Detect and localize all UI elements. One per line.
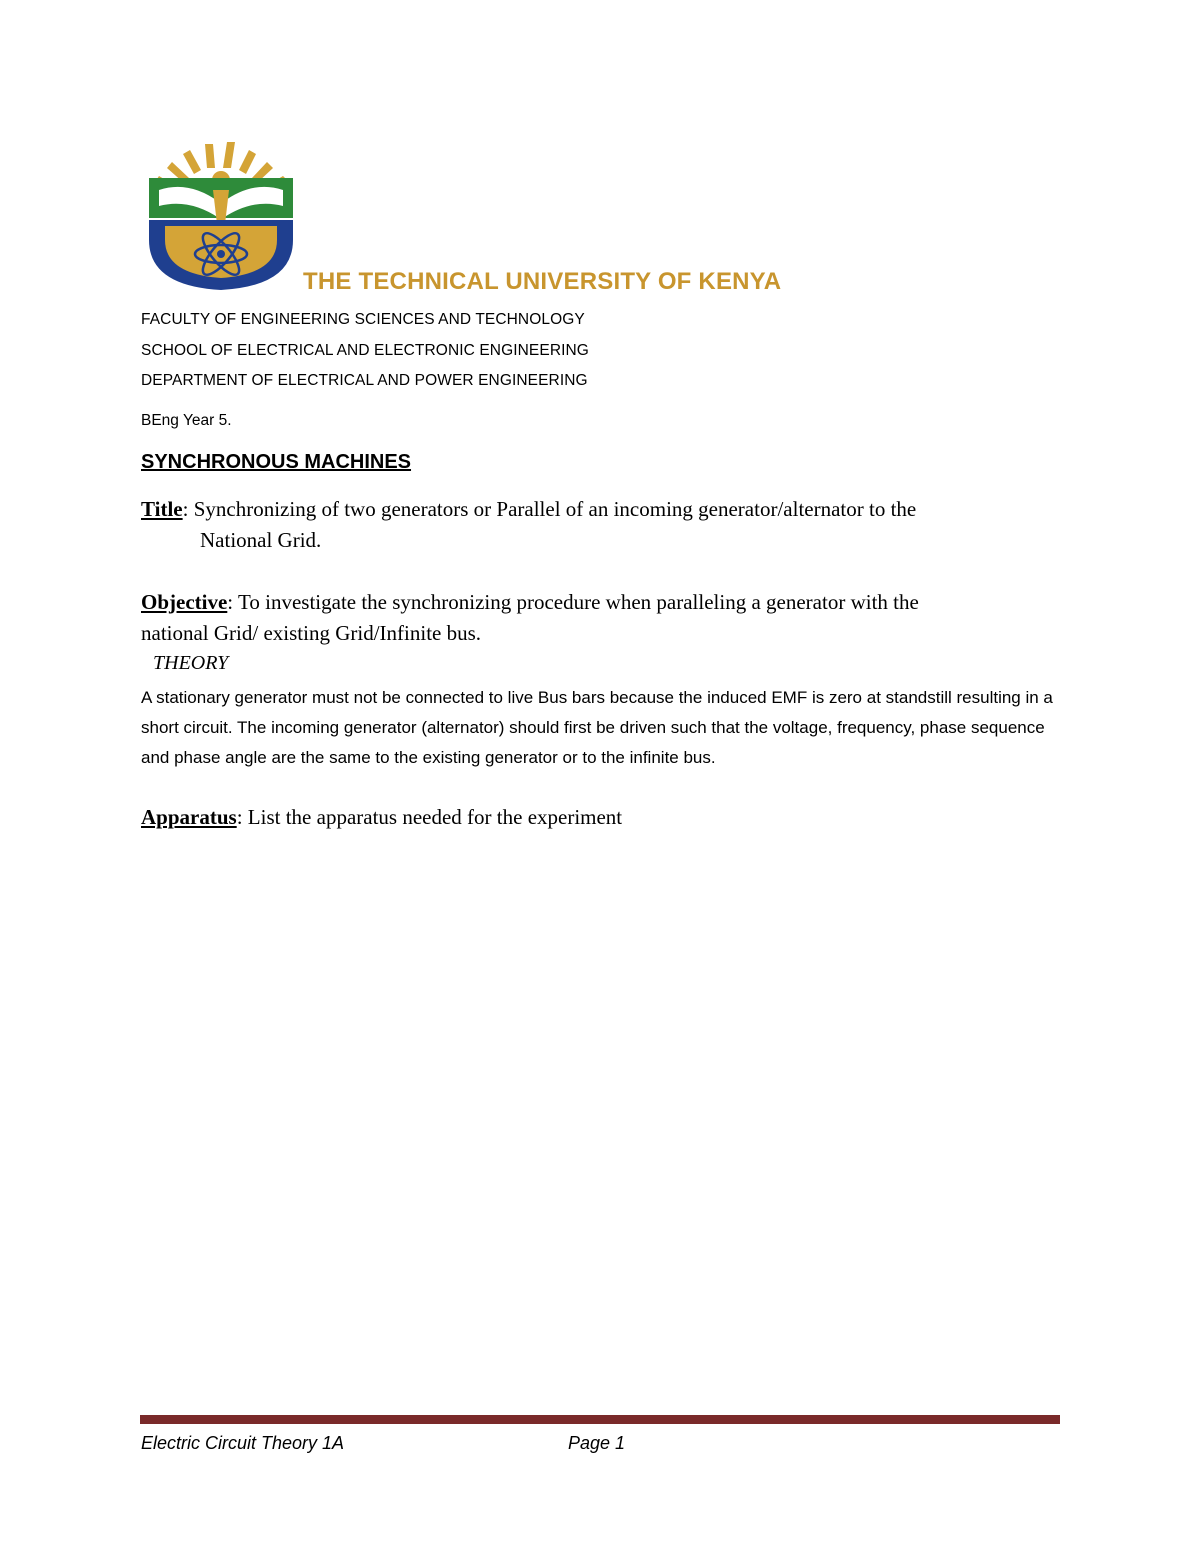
objective-line-1: Objective: To investigate the synchronizing procedure when paralleling a generator with the [141,590,919,614]
university-logo [143,140,303,292]
year-label: BEng Year 5. [141,412,232,429]
title-line-2: National Grid. [200,528,322,552]
objective-text: To investigate the synchronizing procedure when paralleling a generator with the [238,590,919,614]
theory-label: THEORY [153,652,229,674]
title-text: Synchronizing of two generators or Parallel of an incoming generator/alternator to the [193,497,917,521]
objective-line-2: national Grid/ existing Grid/Infinite bus. [141,621,482,645]
department-name: DEPARTMENT OF ELECTRICAL AND POWER ENGINEERING [141,372,588,389]
footer-course: Electric Circuit Theory 1A [141,1433,345,1453]
apparatus-text: List the apparatus needed for the experiment [247,805,623,829]
university-crest-icon [143,140,303,292]
university-name: THE TECHNICAL UNIVERSITY OF KENYA [303,268,782,295]
section-heading: SYNCHRONOUS MACHINES [141,451,412,473]
faculty-name: FACULTY OF ENGINEERING SCIENCES AND TECHNOLOGY [141,311,585,328]
objective-label: Objective [141,590,228,614]
title-label: Title [141,497,183,521]
footer-page-number: Page 1 [568,1433,626,1453]
footer-divider [140,1415,1060,1424]
school-name: SCHOOL OF ELECTRICAL AND ELECTRONIC ENGINEERING [141,342,589,359]
apparatus-line: Apparatus: List the apparatus needed for the experiment [141,805,623,829]
theory-paragraph: A stationary generator must not be connected to live Bus bars because the induced EMF is zero at standstill resulting in a short circuit. The incoming generator (alternator) should first be driven such that the voltage, frequency, phase sequence and phase angle are the same to the existing generator or to the infinite bus. [141,688,1053,767]
apparatus-label: Apparatus [141,805,237,829]
title-line-1: Title: Synchronizing of two generators or Parallel of an incoming generator/alternator to the [141,497,917,521]
